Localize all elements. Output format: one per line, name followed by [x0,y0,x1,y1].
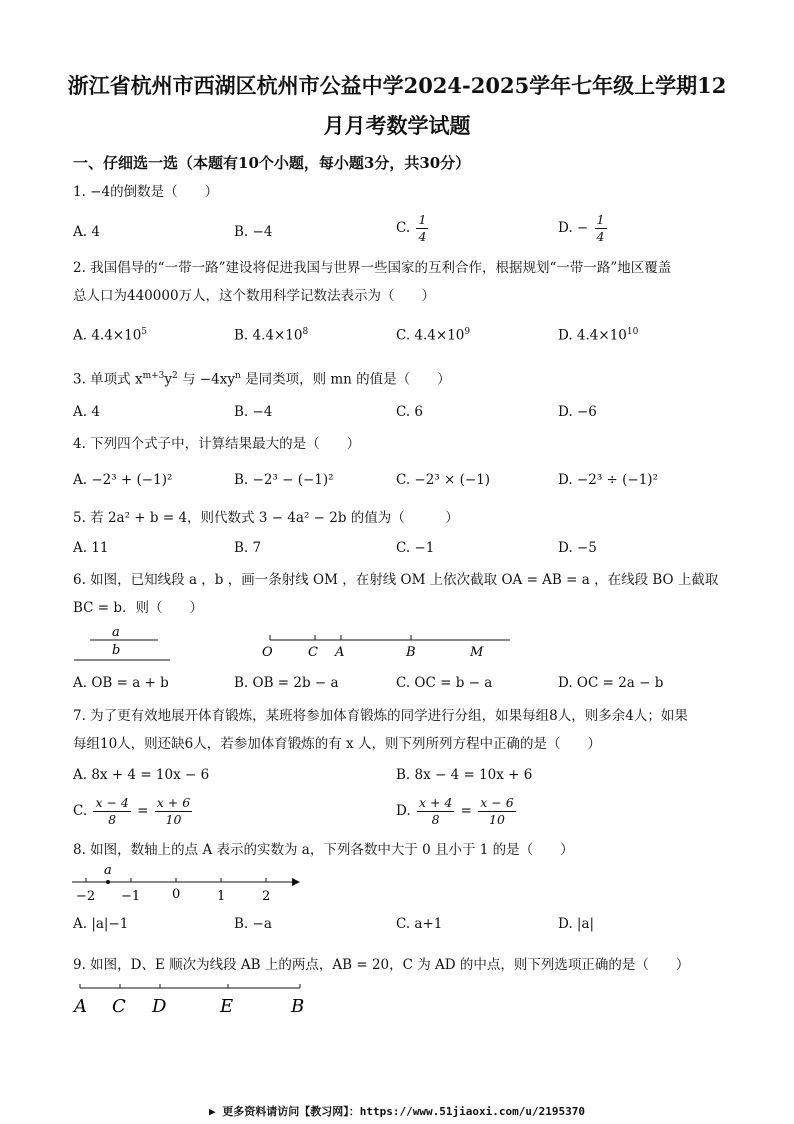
point-a: A [335,645,345,660]
axis-arrow [292,878,300,886]
question-2-line2: 总人口为440000万人，这个数用科学记数法表示为（ ） [73,288,436,304]
q8-number-line [68,860,308,904]
q9-figure [68,978,318,1020]
q6-option-a: A. OB = a + b [73,675,169,691]
point-b: B [291,996,305,1017]
question-5-stem: 5. 若 2a² + b = 4，则代数式 3 − 4a² − 2b 的值为（ ） [73,510,459,526]
point-a: A [74,996,87,1017]
q4-option-c: C. −2³ × (−1) [396,472,491,488]
tick-label: 0 [172,887,181,902]
q2-option-c: C. $4.4\times 10^9$ [396,327,471,344]
fraction: $\frac{x - 4}{8}$ [95,795,129,827]
q6-option-c: C. OC = b − a [396,675,493,691]
question-9-stem: 9. 如图，D、E 顺次为线段 AB 上的两点，AB = 20，C 为 AD 的中点，则下列选项正确的是（ ） [73,957,690,973]
q1-option-d: D. − $\frac{1}{4}$ [558,212,605,244]
q5-option-c: C. −1 [396,540,435,556]
point-a [106,880,110,884]
tick-label: −2 [76,889,96,904]
question-7-line2: 每组10人，则还缺6人，若参加体育锻炼的有 x 人，则下列所列方程中正确的是（ ） [73,736,601,752]
q1-option-c: C. $\frac{1}{4}$ [396,212,427,244]
question-8-stem: 8. 如图，数轴上的点 A 表示的实数为 a，下列各数中大于 0 且小于 1 的是（ ） [73,842,574,858]
q3-option-c: C. 6 [396,404,424,420]
q3-option-d: D. −6 [558,404,597,420]
q6-option-b: B. OB = 2b − a [234,675,339,691]
q5-option-d: D. −5 [558,540,597,556]
q8-option-b: B. −a [234,916,272,932]
point-d: D [152,996,167,1017]
point-a-label: a [104,863,112,878]
tick-label: 2 [262,889,271,904]
page-title-line1: 浙江省杭州市西湖区杭州市公益中学2024-2025学年七年级上学期12 [67,73,727,98]
point-e: E [220,996,234,1017]
q4-option-a: A. −2³ + (−1)² [73,472,173,488]
page-title-line2: 月月考数学试题 [323,113,471,138]
q3-option-b: B. −4 [234,404,273,420]
q5-option-a: A. 11 [73,540,109,556]
point-c: C [308,645,318,660]
q4-option-d: D. −2³ ÷ (−1)² [558,472,658,488]
q4-option-b: B. −2³ − (−1)² [234,472,334,488]
section-heading: 一、仔细选一选（本题有10个小题，每小题3分，共30分） [73,154,471,172]
q2-option-b: B. $4.4\times 10^8$ [234,327,309,344]
segment-b-label: b [112,643,121,658]
point-b: B [406,645,416,660]
point-c: C [112,996,126,1017]
q6-figure [68,622,528,664]
footer-link[interactable]: ▶ 更多资料请访问【教习网】：https://www.51jiaoxi.com/u/2195370 [209,1105,585,1118]
q6-option-d: D. OC = 2a − b [558,675,664,691]
fraction: $\frac{x + 6}{10}$ [156,795,191,827]
q7-option-a: A. 8x + 4 = 10x − 6 [73,767,210,783]
q8-option-d: D. |a| [558,916,595,932]
q7-option-c: C. $\frac{x - 4}{8}$ = $\frac{x + 6}{10}$ [73,795,191,827]
question-3-stem: 3. 单项式 $x^{m+3}y^2$ 与 $-4xy^n$ 是同类项，则 mn 的值是（ ） [73,371,451,388]
question-7-line1: 7. 为了更有效地展开体育锻炼，某班将参加体育锻炼的同学进行分组，如果每组8人，则多余4人；如果 [73,708,688,724]
q7-option-b: B. 8x − 4 = 10x + 6 [396,767,533,783]
question-2-line1: 2. 我国倡导的“一带一路”建设将促进我国与世界一些国家的互利合作，根据规划“一带一路”地区覆盖 [73,260,672,276]
q5-option-b: B. 7 [234,540,262,556]
tick-label: 1 [217,889,226,904]
tick-label: −1 [121,889,141,904]
fraction: $\frac{x + 4}{8}$ [418,795,453,827]
question-6-line1: 6. 如图，已知线段 a ，b ，画一条射线 OM ，在射线 OM 上依次截取 OA = AB = a ，在线段 BO 上截取 [73,572,719,588]
q3-option-a: A. 4 [73,404,100,420]
q8-option-c: C. a+1 [396,916,443,932]
fraction: $\frac{1}{4}$ [596,212,605,244]
q1-option-a: A. 4 [73,224,100,240]
q2-option-a: A. $4.4\times 10^5$ [73,327,148,344]
point-o: O [262,645,273,660]
question-4-stem: 4. 下列四个式子中，计算结果最大的是（ ） [73,436,361,452]
q8-option-a: A. |a|−1 [73,916,129,932]
segment-a-label: a [112,625,120,640]
point-m: M [470,645,484,660]
q1-option-b: B. −4 [234,224,273,240]
fraction: $\frac{x - 6}{10}$ [480,795,514,827]
fraction: $\frac{1}{4}$ [418,212,427,244]
question-1-stem: 1. −4的倒数是（ ） [73,184,219,200]
q7-option-d: D. $\frac{x + 4}{8}$ = $\frac{x - 6}{10}$ [396,795,514,827]
question-6-line2: BC = b．则（ ） [73,600,204,616]
q2-option-d: D. $4.4\times 10^{10}$ [558,327,639,344]
